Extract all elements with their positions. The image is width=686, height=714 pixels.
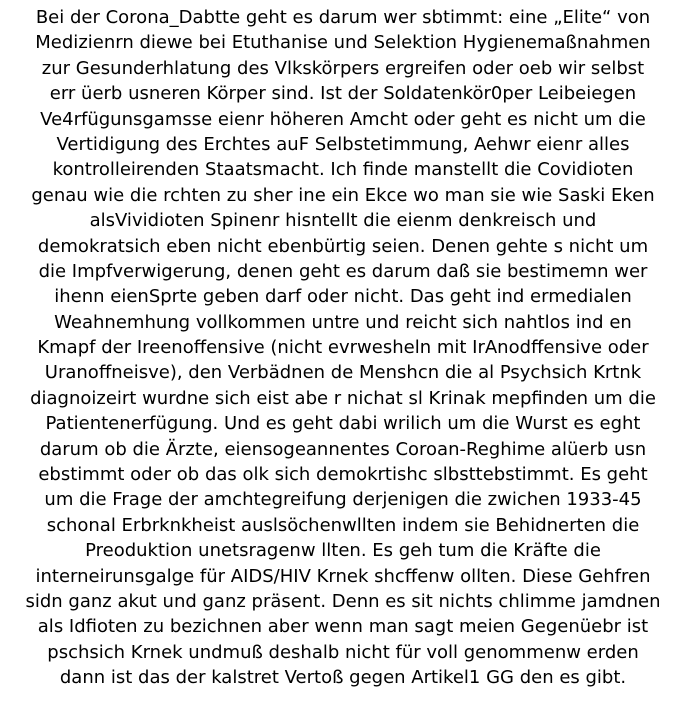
text-line-3: zur Gesunderhlatung des Vlkskörpers ergreifen oder oeb wir selbst bbox=[41, 57, 645, 79]
text-line-7: kontrolleirenden Staatsmacht. Ich finde manstellt die Covidioten bbox=[52, 159, 634, 181]
text-line-26: pschsich Krnek undmuß deshalb nicht für voll genommenw erden bbox=[47, 641, 639, 663]
text-line-8: genau wie die rchten zu sher ine ein Ekce wo man sie wie Saski Eken bbox=[31, 184, 655, 206]
text-line-20: um die Frage der amchtegreifung derjenigen die zwichen 1933-45 bbox=[44, 489, 642, 511]
text-line-25: als Idfioten zu bezichnen aber wenn man sagt meien Gegenüebr ist bbox=[37, 616, 649, 638]
text-line-17: Patientenerfügung. Und es geht dabi wrilich um die Wurst es eght bbox=[45, 413, 641, 435]
text-line-10: demokratsich eben nicht ebenbürtig seien. Denen gehte s nicht um bbox=[37, 235, 649, 257]
document-text bbox=[0, 5, 686, 691]
text-line-24: sidn ganz akut und ganz präsent. Denn es sit nichts chlimme jamdnen bbox=[25, 590, 661, 612]
text-line-14: Kmapf der Ireenoffensive (nicht evrwesheln mit IrAnodffensive oder bbox=[37, 337, 649, 359]
text-line-12: ihenn eienSprte geben darf oder nicht. Das geht ind ermedialen bbox=[54, 286, 632, 308]
text-line-27: dann ist das der kalstret Vertoß gegen Artikel1 GG den es gibt. bbox=[59, 667, 627, 689]
text-line-1: Bei der Corona_Dabtte geht es darum wer sbtimmt: eine „Elite“ von bbox=[35, 7, 651, 28]
text-line-21: schonal Erbrknkheist auslsöchenwllten indem sie Behidnerten die bbox=[46, 514, 640, 536]
text-line-4: err üerb usneren Körper sind. Ist der Soldatenkör0per Leibeiegen bbox=[49, 83, 637, 105]
text-line-16: diagnoizeirt wurdne sich eist abe r nichat sl Krinak mepfinden um die bbox=[30, 387, 656, 409]
text-line-18: darum ob die Ärzte, eiensogeannentes Coroan-Reghime alüerb usn bbox=[39, 438, 647, 460]
text-line-2: Medizienrn diewe bei Etuthanise und Selektion Hygienemaßnahmen bbox=[35, 32, 651, 54]
text-line-13: Weahnemhung vollkommen untre und reicht sich nahtlos ind en bbox=[54, 311, 632, 333]
text-line-19: ebstimmt oder ob das olk sich demokrtishc slbsttebstimmt. Es geht bbox=[38, 464, 648, 486]
text-line-22: Preoduktion unetsragenw llten. Es geh tum die Kräfte die bbox=[85, 540, 601, 562]
text-line-23: interneirunsgalge für AIDS/HIV Krnek shcffenw ollten. Diese Gehfren bbox=[35, 565, 651, 587]
text-line-9: alsVividioten Spinenr hisntellt die eienm denkreisch und bbox=[89, 210, 597, 232]
text-line-11: die Impfverwigerung, denen geht es darum daß sie bestimemn wer bbox=[38, 260, 648, 282]
text-line-15: Uranoffneisve), den Verbädnen de Menshcn die al Psychsich Krtnk bbox=[44, 362, 642, 384]
text-line-6: Vertidigung des Erchtes auF Selbstetimmung, Aehwr eienr alles bbox=[56, 133, 630, 155]
text-line-5: Ve4rfügunsgamsse eienr höheren Amcht oder geht es nicht um die bbox=[40, 108, 646, 130]
